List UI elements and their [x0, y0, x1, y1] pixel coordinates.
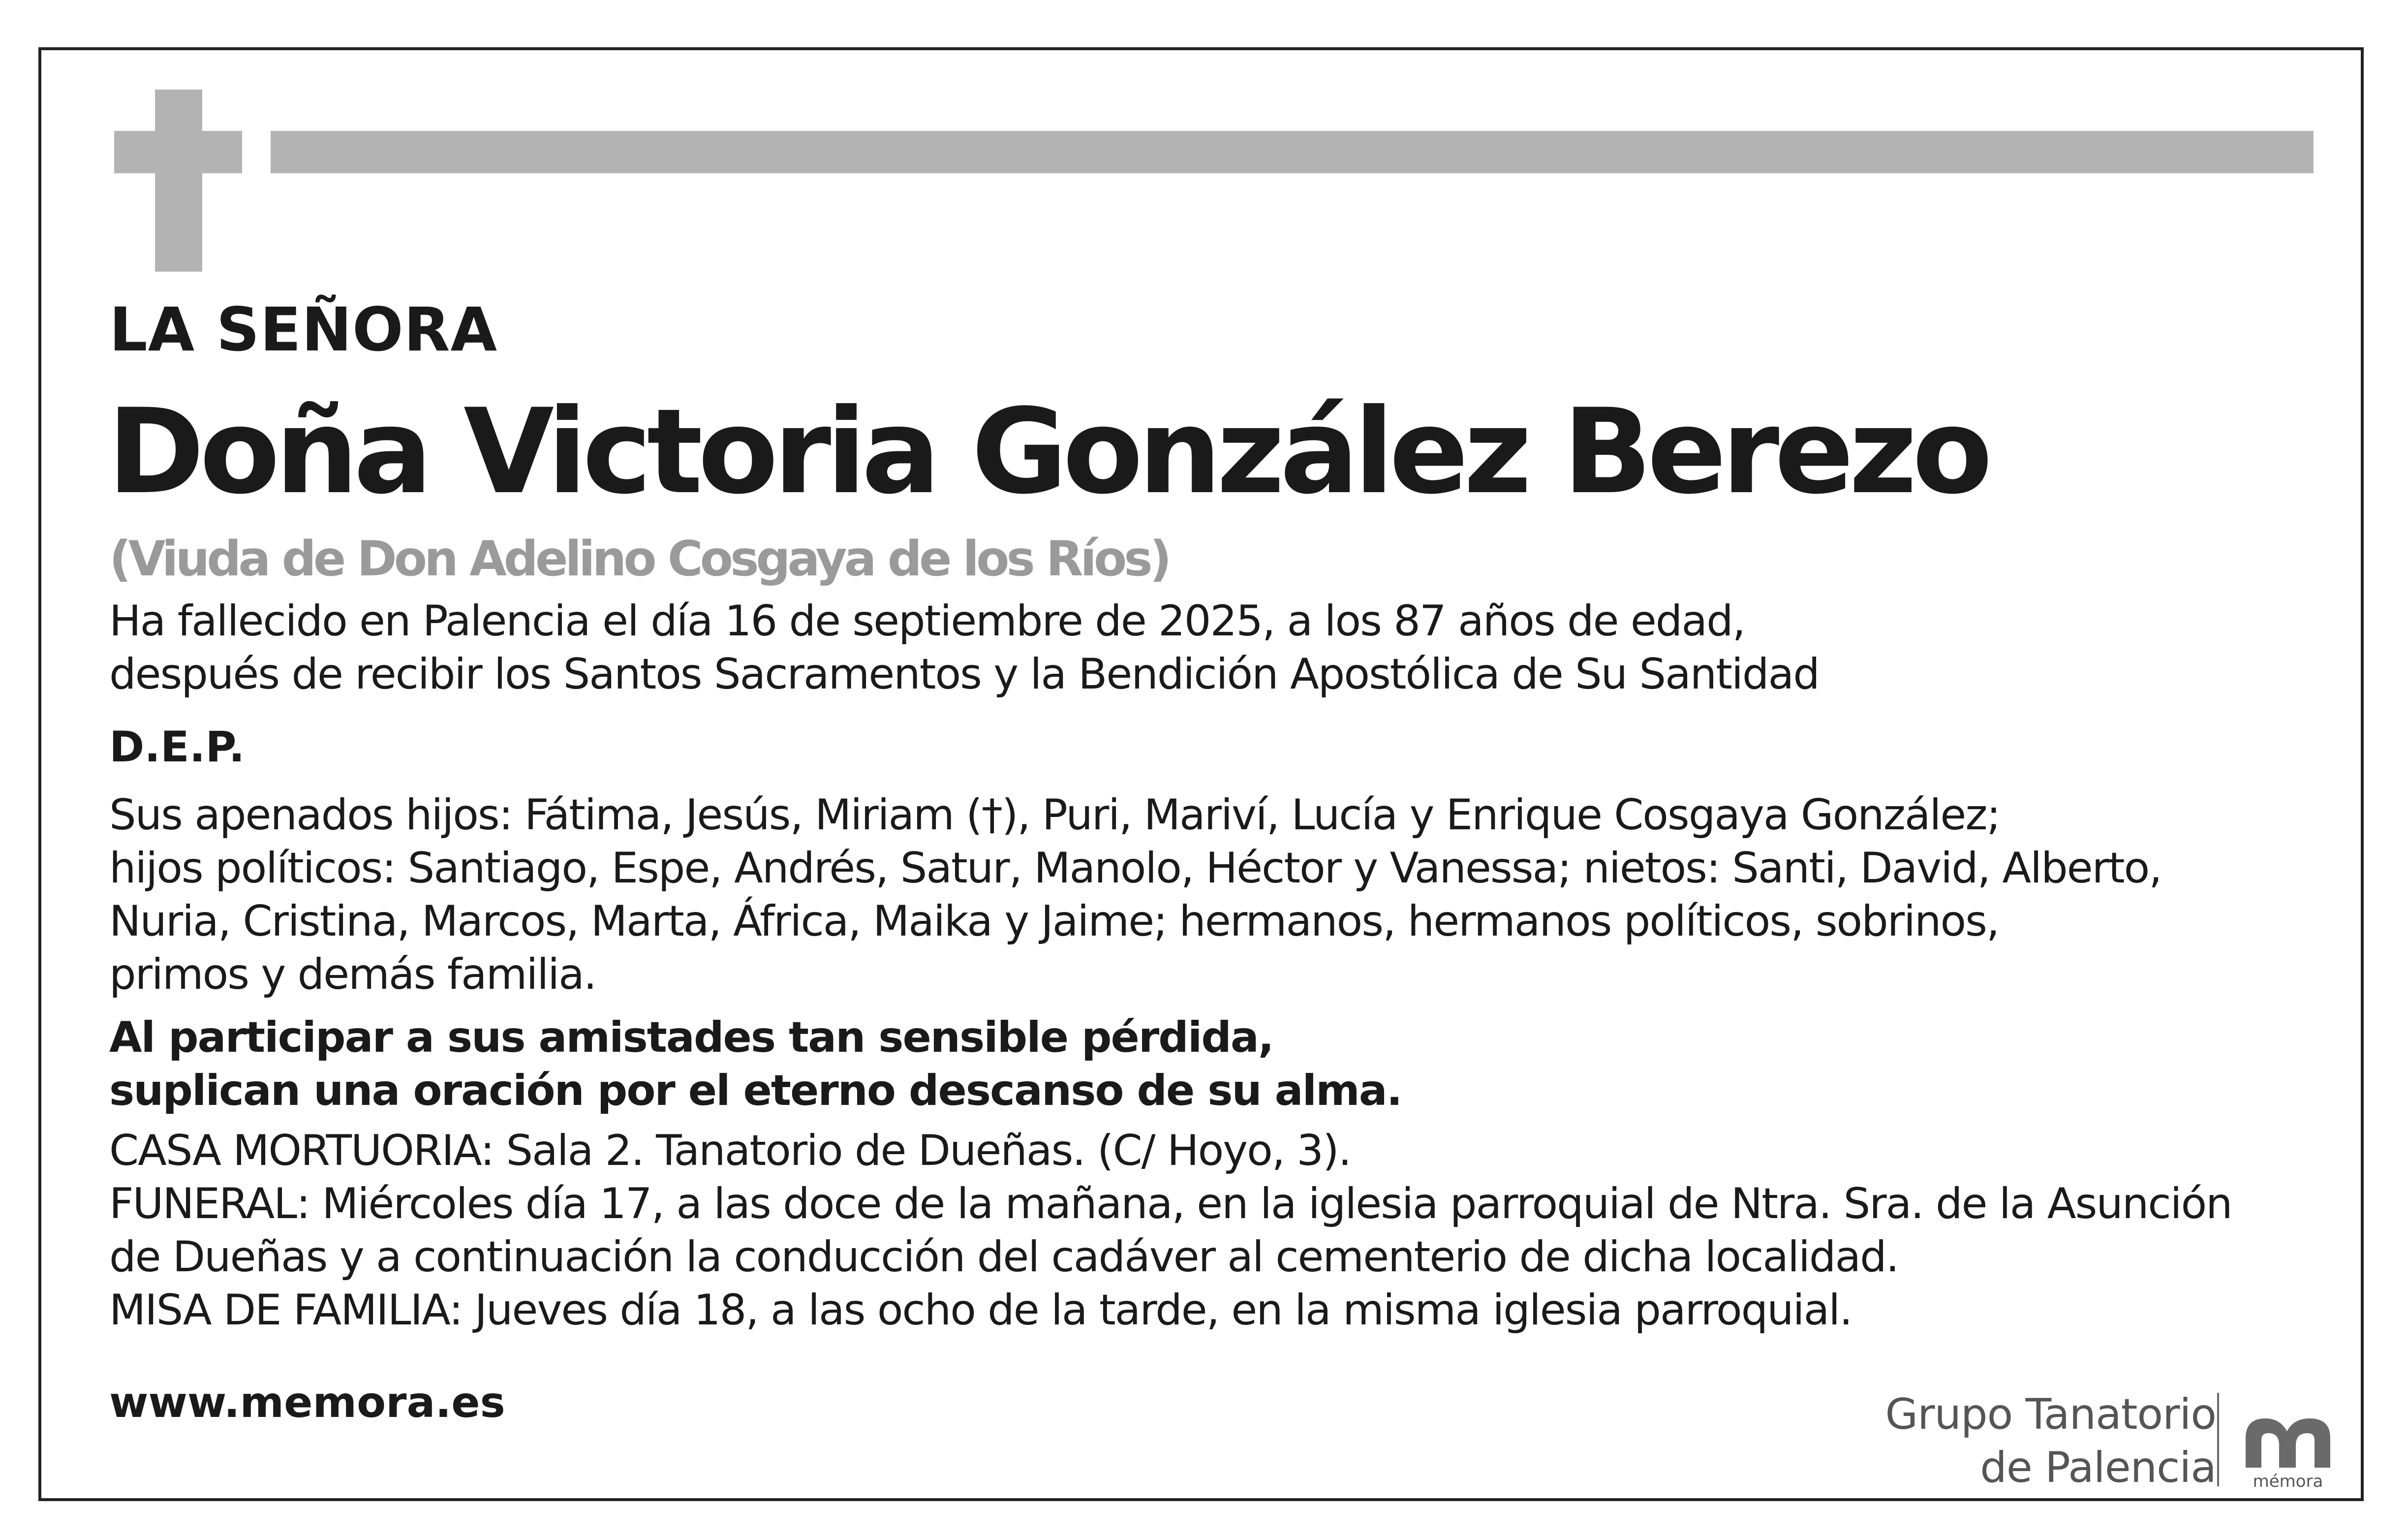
death-notice	[109, 595, 2299, 701]
brand-line: de Palencia	[1980, 1443, 2216, 1492]
widow-note: (Viuda de Don Adelino Cosgaya de los Ríos)	[109, 531, 1169, 587]
family-line: primos y demás familia.	[109, 950, 596, 999]
service-details	[109, 1124, 2299, 1337]
family-line: Sus apenados hijos: Fátima, Jesús, Miriam (†), Puri, Mariví, Lucía y Enrique Cosgaya González;	[109, 790, 2000, 840]
service-detail-line: FUNERAL: Miércoles día 17, a las doce de la mañana, en la iglesia parroquial de Ntra. Sra. de la Asunción	[109, 1179, 2232, 1228]
family-line: hijos políticos: Santiago, Espe, Andrés, Satur, Manolo, Héctor y Vanessa; nietos: Santi, David, Alberto,	[109, 844, 2161, 893]
death-notice-line: después de recibir los Santos Sacramentos y la Bendición Apostólica de Su Santidad	[109, 650, 1819, 699]
cross-icon	[155, 90, 202, 272]
honorific: LA SEÑORA	[109, 295, 498, 365]
plea-line: suplican una oración por el eterno descanso de su alma.	[109, 1066, 1402, 1115]
service-detail-line: de Dueñas y a continuación la conducción del cadáver al cementerio de dicha localidad.	[109, 1232, 1899, 1282]
death-notice-line: Ha fallecido en Palencia el día 16 de septiembre de 2025, a los 87 años de edad,	[109, 597, 1745, 646]
obituary-content	[109, 295, 2299, 1337]
deceased-name: Doña Victoria González Berezo	[107, 384, 1988, 520]
rip-label: D.E.P.	[109, 722, 245, 772]
brand-line: Grupo Tanatorio	[1885, 1390, 2216, 1439]
service-detail-line: CASA MORTUORIA: Sala 2. Tanatorio de Dueñas. (C/ Hoyo, 3).	[109, 1126, 1351, 1175]
plea	[109, 1011, 2299, 1117]
family-line: Nuria, Cristina, Marcos, Marta, África, Maika y Jaime; hermanos, hermanos políticos, sobrinos,	[109, 897, 1999, 946]
website-link[interactable]: www.memora.es	[109, 1378, 505, 1427]
cross-icon-arm	[114, 131, 242, 173]
service-detail-line: MISA DE FAMILIA: Jueves día 18, a las ocho de la tarde, en la misma iglesia parroquial.	[109, 1286, 1852, 1335]
plea-line: Al participar a sus amistades tan sensible pérdida,	[109, 1013, 1273, 1062]
header-bar	[271, 131, 2314, 173]
family-list	[109, 788, 2299, 1001]
brand-divider	[2217, 1393, 2219, 1486]
logo-text: mémora	[2253, 1472, 2323, 1491]
brand-name	[1885, 1388, 2216, 1494]
